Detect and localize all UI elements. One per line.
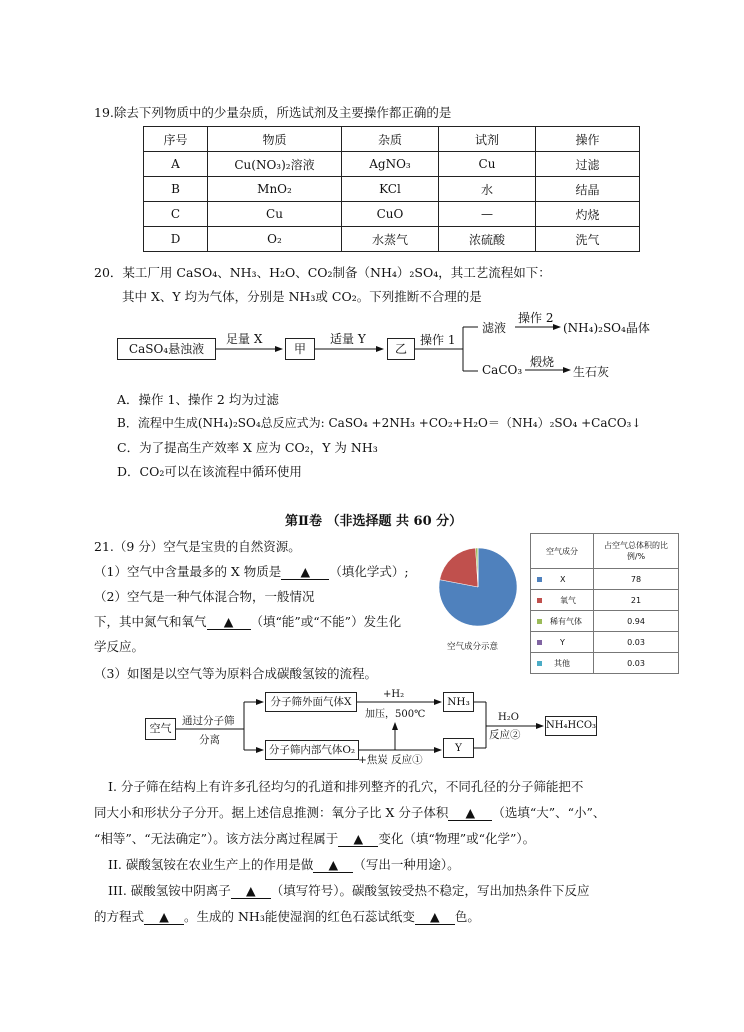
q20-stem-2: 其中 X、Y 均为气体，分别是 NH₃或 CO₂。下列推断不合理的是	[122, 289, 482, 304]
answer-blank[interactable]: ▲	[281, 564, 329, 580]
table-cell: —	[439, 202, 536, 227]
arrow-label-x: 足量 X	[226, 332, 263, 346]
component-name: X	[560, 574, 566, 584]
air-composition-table	[530, 533, 679, 674]
legend-swatch	[537, 661, 542, 666]
component-value: 0.03	[594, 632, 679, 653]
yi-box: 乙	[387, 338, 415, 360]
q21-part2-text: 下，其中氮气和氧气	[94, 614, 207, 629]
inner-gas-box: 分子筛内部气体O₂	[265, 740, 359, 760]
separate-label-1: 通过分子筛	[182, 715, 235, 727]
q21-part1-text: （1）空气中含量最多的 X 物质是	[94, 564, 282, 579]
table-row	[531, 611, 679, 632]
y-box: Y	[443, 738, 474, 758]
q21-part2-line3: 学反应。	[94, 639, 145, 654]
q21-I-hint2: 变化（填“物理”或“化学”）。	[378, 831, 536, 846]
coke-label: +焦炭 反应①	[358, 754, 423, 766]
answer-blank[interactable]: ▲	[144, 909, 184, 925]
q21-I-text2: “相等”、“无法确定”）。该方法分离过程属于	[94, 831, 339, 846]
q20-option-d: D．CO₂可以在该流程中循环使用	[117, 464, 302, 479]
q21-III-hint: （填写符号）。碳酸氢铵受热不稳定，写出加热条件下反应	[270, 883, 590, 898]
table-row	[531, 632, 679, 653]
q21-I-line3	[94, 829, 535, 847]
separate-label-2: 分离	[199, 734, 220, 746]
table-row	[531, 534, 679, 569]
component-value: 0.94	[594, 611, 679, 632]
component-value: 21	[594, 590, 679, 611]
component-name: Y	[560, 637, 565, 647]
reaction2-label: 反应②	[489, 729, 521, 741]
table-cell: 过滤	[536, 152, 640, 177]
q20-option-c: C．为了提高生产效率 X 应为 CO₂，Y 为 NH₃	[117, 440, 378, 455]
q21-part1-hint: （填化学式）;	[329, 564, 409, 579]
q21-part3: （3）如图是以空气等为原料合成碳酸氢铵的流程。	[94, 666, 377, 681]
table-header: 空气成分	[531, 534, 594, 569]
table-row	[531, 653, 679, 674]
outer-gas-box: 分子筛外面气体X	[265, 692, 357, 712]
table-header: 操作	[536, 127, 640, 152]
legend-swatch	[537, 598, 542, 603]
legend-swatch	[537, 619, 542, 624]
table-cell: O₂	[208, 227, 342, 252]
table-cell: D	[144, 227, 208, 252]
calcine-label: 煅烧	[530, 355, 555, 369]
table-header: 序号	[144, 127, 208, 152]
q21-part2-hint: （填“能”或“不能”）发生化	[250, 614, 402, 629]
table-cell: 洗气	[536, 227, 640, 252]
table-cell: AgNO₃	[342, 152, 439, 177]
q21-III-text: III. 碳酸氢铵中阴离子	[108, 883, 231, 898]
answer-blank[interactable]: ▲	[448, 805, 492, 821]
q21-IV-text2: 。生成的 NH₃能使湿润的红色石蕊试纸变	[184, 909, 415, 924]
component-value: 78	[594, 569, 679, 590]
q21-part2-line1: （2）空气是一种气体混合物，一般情况	[94, 589, 315, 604]
q21-I-hint: （选填“大”、“小”、	[492, 805, 606, 820]
q21-I-line1: I. 分子筛在结构上有许多孔径均匀的孔道和排列整齐的孔穴，不同孔径的分子筛能把不	[108, 779, 584, 794]
table-cell: MnO₂	[208, 177, 342, 202]
table-cell: Cu	[439, 152, 536, 177]
legend-swatch	[537, 577, 542, 582]
section-title: 第Ⅱ卷 （非选择题 共 60 分）	[285, 514, 463, 529]
nh3-box: NH₃	[443, 692, 474, 712]
q21-I-line2	[94, 803, 605, 821]
table-row	[531, 590, 679, 611]
table-cell: 灼烧	[536, 202, 640, 227]
component-value: 0.03	[594, 653, 679, 674]
filtrate-label: 滤液	[482, 321, 507, 335]
q21-III-line	[108, 881, 590, 899]
legend-swatch	[537, 640, 542, 645]
q21-IV-text3: 色。	[454, 909, 480, 924]
q20-option-b: B．流程中生成(NH₄)₂SO₄总反应式为: CaSO₄ +2NH₃ +CO₂+H₂O＝（NH₄）₂SO₄ +CaCO₃↓	[117, 416, 642, 430]
lime-label: 生石灰	[573, 365, 610, 379]
table-header: 占空气总体积的比例/%	[594, 534, 679, 569]
h2o-label: H₂O	[498, 712, 519, 723]
answer-blank[interactable]: ▲	[338, 831, 378, 847]
product-box: NH₄HCO₃	[545, 716, 597, 736]
answer-blank[interactable]: ▲	[231, 883, 271, 899]
pie-caption: 空气成分示意	[447, 642, 499, 652]
answer-blank[interactable]: ▲	[313, 857, 353, 873]
table-cell: 水蒸气	[342, 227, 439, 252]
condition-label: 加压，500℃	[365, 709, 426, 720]
q21-IV-text: 的方程式	[94, 909, 145, 924]
table-row	[531, 569, 679, 590]
q19-stem: 19.除去下列物质中的少量杂质，所选试剂及主要操作都正确的是	[94, 105, 452, 120]
q21-II-hint: （写出一种用途）。	[353, 857, 460, 872]
op1-label: 操作 1	[420, 333, 456, 347]
table-cell: C	[144, 202, 208, 227]
air-box: 空气	[145, 718, 176, 740]
table-header: 杂质	[342, 127, 439, 152]
q21-I-text: 同大小和形状分子分开。据上述信息推测：氧分子比 X 分子体积	[94, 805, 449, 820]
table-cell: CuO	[342, 202, 439, 227]
q21-II-line	[108, 855, 460, 873]
table-cell: Cu	[208, 202, 342, 227]
table-header: 试剂	[439, 127, 536, 152]
arrow-label-y: 适量 Y	[330, 332, 366, 346]
caso4-box: CaSO₄悬浊液	[117, 338, 216, 360]
component-name: 稀有气体	[550, 616, 582, 626]
q21-II-text: II. 碳酸氢铵在农业生产上的作用是做	[108, 857, 314, 872]
caco3-label: CaCO₃	[482, 363, 523, 377]
q20-option-a: A．操作 1、操作 2 均为过滤	[117, 392, 279, 407]
crystal-label: (NH₄)₂SO₄晶体	[563, 321, 650, 335]
table-cell: 结晶	[536, 177, 640, 202]
table-cell: B	[144, 177, 208, 202]
table-cell: KCl	[342, 177, 439, 202]
table-cell: Cu(NO₃)₂溶液	[208, 152, 342, 177]
component-name: 其他	[554, 658, 570, 668]
jia-box: 甲	[285, 338, 315, 360]
table-header: 物质	[208, 127, 342, 152]
q21-IV-line	[94, 907, 480, 925]
answer-blank[interactable]: ▲	[415, 909, 455, 925]
table-cell: A	[144, 152, 208, 177]
q21-stem: 21.（9 分）空气是宝贵的自然资源。	[94, 539, 301, 554]
op2-label: 操作 2	[518, 311, 554, 325]
answer-blank[interactable]: ▲	[207, 614, 251, 630]
h2-label: +H₂	[383, 689, 405, 700]
table-cell: 水	[439, 177, 536, 202]
component-name: 氧气	[560, 595, 576, 605]
table-cell: 浓硫酸	[439, 227, 536, 252]
q20-stem-1: 20．某工厂用 CaSO₄、NH₃、H₂O、CO₂制备（NH₄）₂SO₄，其工艺流程如下：	[94, 265, 551, 280]
